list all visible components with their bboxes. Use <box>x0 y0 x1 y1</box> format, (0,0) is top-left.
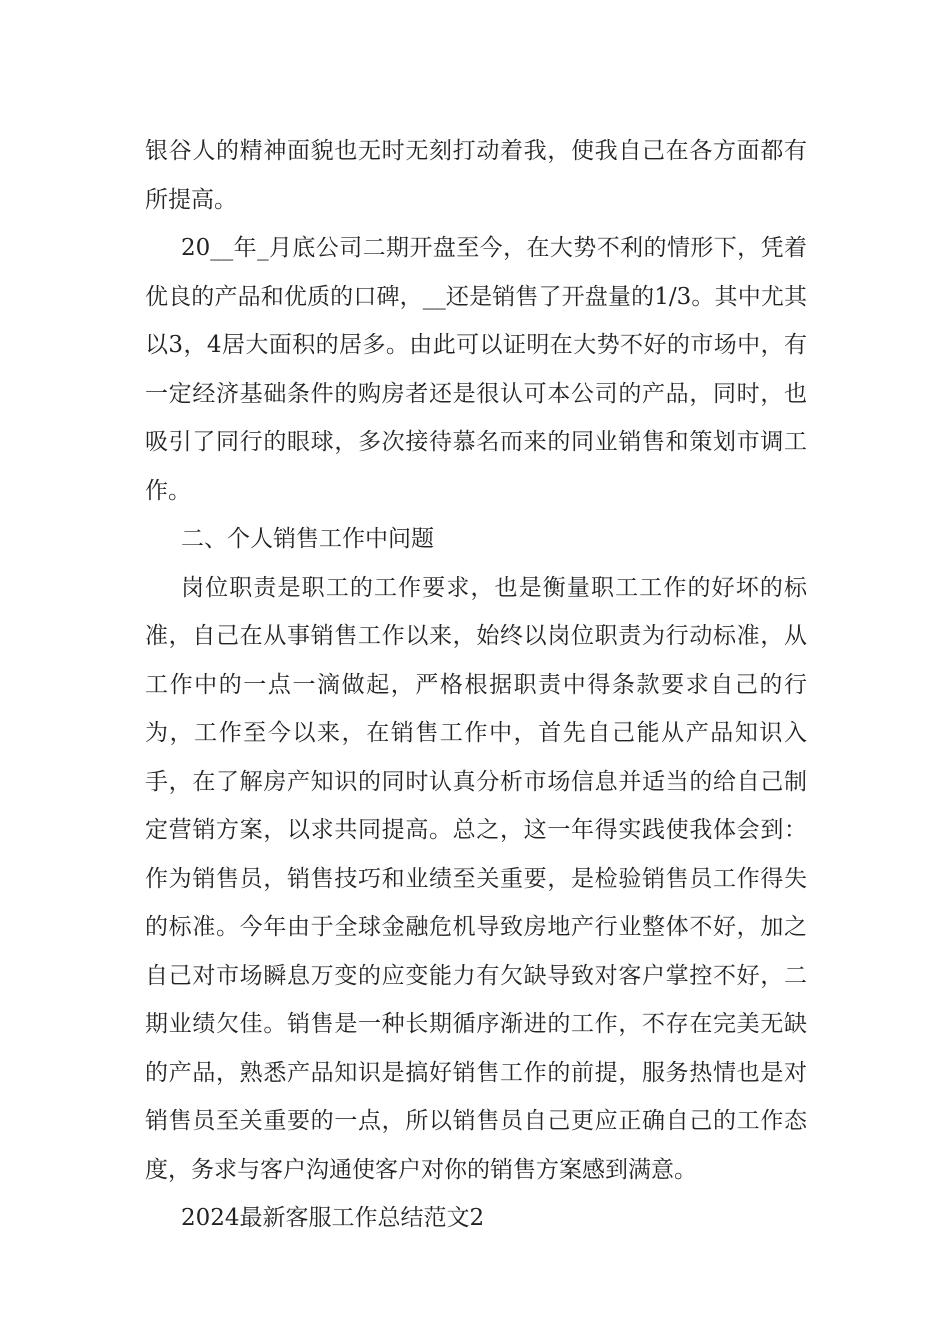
paragraph-sales-results: 20__年_月底公司二期开盘至今，在大势不利的情形下，凭着优良的产品和优质的口碑，__还是销售了开盘量的1/3。其中尤其以3，4居大面积的居多。由此可以证明在大势不好的市场中，有一定经济基础条件的购房者还是很认可本公司的产品，同时，也吸引了同行的眼球，多次接待慕名而来的同业销售和策划市调工作。 <box>145 235 807 504</box>
paragraph-continuation: 银谷人的精神面貌也无时无刻打动着我，使我自己在各方面都有所提高。 <box>145 138 807 213</box>
section-heading-personal-sales-issues: 二、个人销售工作中问题 <box>181 526 434 552</box>
article-title-2: 2024最新客服工作总结范文2 <box>181 1205 485 1231</box>
paragraph-job-responsibilities: 岗位职责是职工的工作要求，也是衡量职工工作的好坏的标准，自己在从事销售工作以来，始终以岗位职责为行动标准，从工作中的一点一滴做起，严格根据职责中得条款要求自己的行为，工作至今以来，在销售工作中，首先自己能从产品知识入手，在了解房产知识的同时认真分析市场信息并适当的给自己制定营销方案，以求共同提高。总之，这一年得实践使我体会到：作为销售员，销售技巧和业绩至关重要，是检验销售员工作得失的标准。今年由于全球金融危机导致房地产行业整体不好，加之自己对市场瞬息万变的应变能力有欠缺导致对客户掌控不好，二期业绩欠佳。销售是一种长期循序渐进的工作，不存在完美无缺的产品，熟悉产品知识是搞好销售工作的前提，服务热情也是对销售员至关重要的一点，所以销售员自己更应正确自己的工作态度，务求与客户沟通使客户对你的销售方案感到满意。 <box>145 574 807 1183</box>
document-body <box>145 127 807 1243</box>
